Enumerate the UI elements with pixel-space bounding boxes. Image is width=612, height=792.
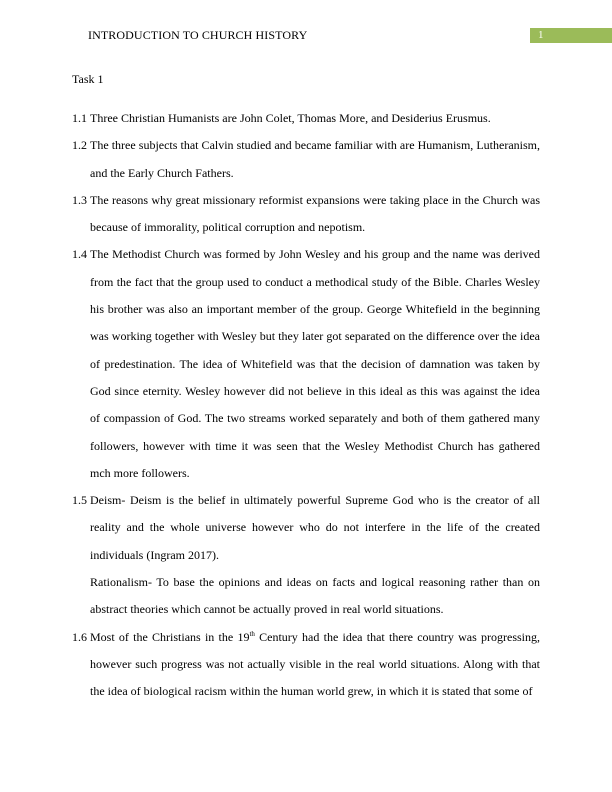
list-item: [72, 487, 540, 569]
item-number: 1.6: [72, 629, 87, 644]
document-body: [72, 105, 540, 706]
list-item: [72, 624, 540, 706]
item-number: 1.1: [72, 111, 87, 125]
list-item: [72, 105, 540, 132]
item-text: Three Christian Humanists are John Colet, Thomas More, and Desiderius Erusmus.: [90, 111, 491, 125]
item-text: [90, 630, 540, 699]
page-number: 1: [530, 28, 612, 43]
item-text: The reasons why great missionary reformist expansions were taking place in the Church was because of immorality, political corruption and nepotism.: [90, 192, 540, 235]
item-text: The Methodist Church was formed by John Wesley and his group and the name was derived from the fact that the group used to conduct a methodical study of the Bible. Charles Wesley his brother was also an important member of the group. George Whitefield in the beginning was working together with Wesley but they later got separated on the difference over the idea of predestination. The idea of Whitefield was that the decision of damnation was taken by God since eternity. Wesley however did not believe in this ideal as this was against the idea of compassion of God. The two streams worked separately and both of them gathered many followers, however with time it was seen that the Wesley Methodist Church has gathered mch more followers.: [90, 247, 540, 480]
rationalism-paragraph: Rationalism- To base the opinions and ideas on facts and logical reasoning rather than on abstract theories which cannot be actually proved in real world situations.: [90, 575, 540, 617]
list-item: [72, 132, 540, 187]
item-text-after: Century had the idea that there country was progressing, however such progress was not actually visible in the real world situations. Along with that the idea of biological racism within the human world grew, in which it is stated that some of: [90, 629, 541, 699]
item-number: 1.2: [72, 138, 87, 153]
item-number: 1.3: [72, 192, 87, 207]
item-text-before: Most of the Christians in the 19: [90, 629, 250, 644]
list-item: [72, 241, 540, 487]
running-header: INTRODUCTION TO CHURCH HISTORY: [88, 28, 308, 42]
list-item: [72, 187, 540, 242]
item-text: Deism- Deism is the belief in ultimately powerful Supreme God who is the creator of all reality and the whole universe however who do not interfere in the life of the created individuals (Ingram 2017).: [90, 493, 540, 562]
ordinal-superscript: th: [249, 629, 255, 638]
item-number: 1.5: [72, 493, 87, 508]
item-text: The three subjects that Calvin studied and became familiar with are Humanism, Lutheranism, and the Early Church Fathers.: [90, 138, 540, 180]
item-number: 1.4: [72, 247, 87, 262]
task-heading: Task 1: [72, 72, 104, 86]
